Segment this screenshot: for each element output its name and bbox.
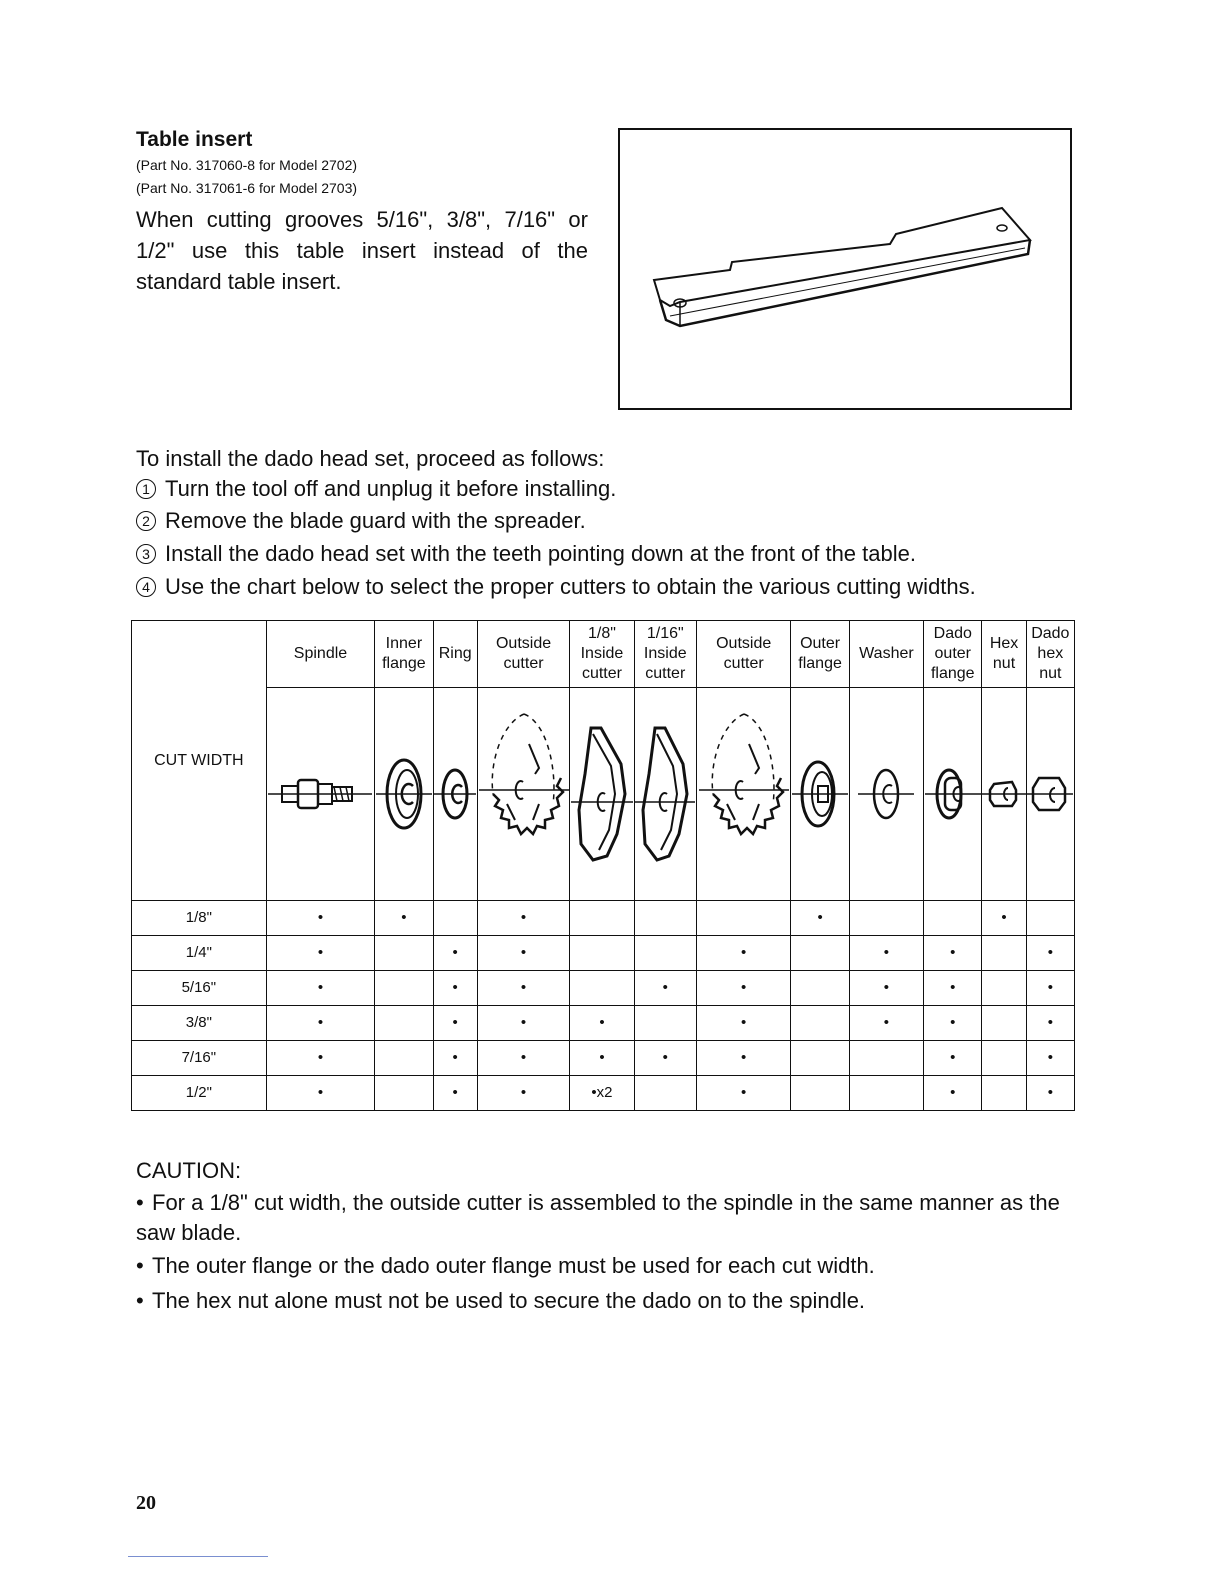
table-cell — [634, 936, 696, 971]
table-cell — [375, 1076, 433, 1111]
table-cell — [375, 936, 433, 971]
washer-icon — [858, 754, 914, 834]
table-cell — [982, 1041, 1026, 1076]
spindle-cell — [266, 688, 375, 901]
table-cell: • — [924, 1041, 982, 1076]
table-insert-illustration — [618, 128, 1072, 410]
table-cell: • — [433, 1076, 477, 1111]
table-cell: • — [696, 936, 791, 971]
cut-width-label: 1/2" — [132, 1076, 267, 1111]
step-text: Install the dado head set with the teeth pointing down at the front of the table. — [165, 541, 916, 566]
outside-cutter-icon — [699, 694, 789, 894]
table-cell: • — [1026, 1041, 1074, 1076]
inside-cutter-icon — [571, 714, 633, 874]
table-row — [132, 936, 1075, 971]
table-cell — [433, 901, 477, 936]
table-cell: • — [433, 1006, 477, 1041]
step-3 — [136, 541, 916, 567]
dado-outer-flange-icon — [925, 754, 981, 834]
table-cell: •x2 — [570, 1076, 634, 1111]
outside-cutter-cell — [477, 688, 569, 901]
table-cell — [696, 901, 791, 936]
table-cell: • — [696, 1076, 791, 1111]
ring-icon — [434, 754, 476, 834]
table-insert-description: When cutting grooves 5/16", 3/8", 7/16" or 1/2" use this table insert instead of the standard table insert. — [136, 207, 588, 294]
step-4 — [136, 574, 976, 600]
table-cell: • — [570, 1041, 634, 1076]
table-cell: • — [266, 1006, 375, 1041]
table-cell — [924, 901, 982, 936]
column-header: Outside cutter — [696, 621, 791, 688]
table-cell: • — [477, 1076, 569, 1111]
table-cell — [849, 1076, 923, 1111]
step-number: 1 — [136, 479, 156, 499]
column-header: Spindle — [266, 621, 375, 688]
instructions-intro: To install the dado head set, proceed as follows: — [136, 446, 605, 471]
table-cell — [791, 936, 849, 971]
step-text: Turn the tool off and unplug it before installing. — [165, 476, 617, 501]
table-cell: • — [849, 971, 923, 1006]
table-cell: • — [1026, 1006, 1074, 1041]
inside-cutter-cell — [634, 688, 696, 901]
divider — [128, 1556, 268, 1557]
table-cell: • — [634, 971, 696, 1006]
outer-flange-icon — [792, 744, 848, 844]
ring-cell — [433, 688, 477, 901]
table-cell: • — [696, 1006, 791, 1041]
step-text: Use the chart below to select the proper cutters to obtain the various cutting widths. — [165, 574, 976, 599]
table-cell: • — [1026, 936, 1074, 971]
cut-width-label: 3/8" — [132, 1006, 267, 1041]
inside-cutter-icon — [635, 714, 695, 874]
table-insert-heading: Table insert — [136, 128, 253, 151]
column-header: Inner flange — [375, 621, 433, 688]
table-cell — [849, 901, 923, 936]
table-cell — [570, 936, 634, 971]
table-cell: • — [982, 901, 1026, 936]
hex-nut-icon — [982, 764, 1026, 824]
table-cell: • — [791, 901, 849, 936]
table-row — [132, 901, 1075, 936]
table-cell: • — [477, 1006, 569, 1041]
column-header: Ring — [433, 621, 477, 688]
column-header: 1/8" Inside cutter — [570, 621, 634, 688]
bullet-icon: • — [136, 1253, 144, 1278]
cut-width-label: 1/8" — [132, 901, 267, 936]
table-insert-icon — [620, 130, 1070, 408]
caution-text: The outer flange or the dado outer flange must be used for each cut width. — [152, 1253, 875, 1278]
outside-cutter-cell — [696, 688, 791, 901]
table-cell — [634, 1076, 696, 1111]
table-cell: • — [266, 936, 375, 971]
step-number: 3 — [136, 544, 156, 564]
table-cell: • — [477, 1041, 569, 1076]
spindle-icon — [268, 764, 372, 824]
table-cell: • — [433, 936, 477, 971]
column-header: Outer flange — [791, 621, 849, 688]
cut-width-header: CUT WIDTH — [132, 621, 267, 901]
inside-cutter-cell — [570, 688, 634, 901]
table-cell — [791, 1006, 849, 1041]
column-header: Dado outer flange — [924, 621, 982, 688]
table-cell — [634, 1006, 696, 1041]
inner-flange-cell — [375, 688, 433, 901]
caution-text: For a 1/8" cut width, the outside cutter is assembled to the spindle in the same manner as the saw blade. — [136, 1190, 1060, 1245]
table-cell — [849, 1041, 923, 1076]
table-cell: • — [433, 1041, 477, 1076]
table-cell: • — [266, 1076, 375, 1111]
table-cell — [570, 971, 634, 1006]
table-cell: • — [1026, 971, 1074, 1006]
table-cell: • — [924, 1006, 982, 1041]
caution-text: The hex nut alone must not be used to secure the dado on to the spindle. — [152, 1288, 866, 1313]
table-cell: • — [1026, 1076, 1074, 1111]
column-header: Outside cutter — [477, 621, 569, 688]
step-2 — [136, 508, 586, 534]
part-number-2703: (Part No. 317061-6 for Model 2703) — [136, 180, 358, 196]
dado-outer-flange-cell — [924, 688, 982, 901]
table-cell: • — [375, 901, 433, 936]
step-text: Remove the blade guard with the spreader. — [165, 508, 586, 533]
step-number: 4 — [136, 577, 156, 597]
bullet-icon: • — [136, 1288, 144, 1313]
column-header: Dado hex nut — [1026, 621, 1074, 688]
table-cell: • — [849, 936, 923, 971]
table-cell — [375, 1041, 433, 1076]
table-cell — [982, 936, 1026, 971]
bullet-icon: • — [136, 1190, 144, 1215]
cut-width-label: 1/4" — [132, 936, 267, 971]
table-cell: • — [924, 936, 982, 971]
table-cell — [634, 901, 696, 936]
part-number-2702: (Part No. 317060-8 for Model 2702) — [136, 157, 358, 173]
outside-cutter-icon — [479, 694, 569, 894]
page-number: 20 — [136, 1492, 156, 1514]
table-cell — [982, 1006, 1026, 1041]
caution-item — [136, 1188, 1076, 1248]
cut-width-label: 7/16" — [132, 1041, 267, 1076]
table-row — [132, 971, 1075, 1006]
table-cell: • — [696, 1041, 791, 1076]
cut-width-label: 5/16" — [132, 971, 267, 1006]
table-cell — [791, 971, 849, 1006]
dado-hex-nut-icon — [1027, 764, 1073, 824]
inner-flange-icon — [376, 744, 432, 844]
washer-cell — [849, 688, 923, 901]
cutter-selection-chart — [131, 620, 1075, 1111]
table-cell: • — [924, 1076, 982, 1111]
dado-hex-nut-cell — [1026, 688, 1074, 901]
table-row — [132, 1006, 1075, 1041]
step-number: 2 — [136, 511, 156, 531]
table-cell: • — [266, 971, 375, 1006]
table-cell: • — [477, 971, 569, 1006]
table-cell: • — [634, 1041, 696, 1076]
table-cell — [982, 1076, 1026, 1111]
table-cell — [791, 1076, 849, 1111]
table-cell — [982, 971, 1026, 1006]
column-header: Hex nut — [982, 621, 1026, 688]
table-cell: • — [266, 1041, 375, 1076]
step-1 — [136, 476, 616, 502]
hex-nut-cell — [982, 688, 1026, 901]
table-cell: • — [433, 971, 477, 1006]
column-header: 1/16" Inside cutter — [634, 621, 696, 688]
column-header: Washer — [849, 621, 923, 688]
table-cell — [375, 971, 433, 1006]
table-cell: • — [924, 971, 982, 1006]
table-cell — [375, 1006, 433, 1041]
caution-item — [136, 1286, 1076, 1316]
caution-title: CAUTION: — [136, 1158, 242, 1183]
caution-item — [136, 1251, 1076, 1281]
table-cell: • — [570, 1006, 634, 1041]
table-cell: • — [696, 971, 791, 1006]
outer-flange-cell — [791, 688, 849, 901]
table-cell — [1026, 901, 1074, 936]
table-cell: • — [477, 936, 569, 971]
table-row — [132, 1041, 1075, 1076]
table-cell: • — [849, 1006, 923, 1041]
table-cell: • — [266, 901, 375, 936]
table-cell — [791, 1041, 849, 1076]
table-cell — [570, 901, 634, 936]
table-cell: • — [477, 901, 569, 936]
table-row — [132, 1076, 1075, 1111]
